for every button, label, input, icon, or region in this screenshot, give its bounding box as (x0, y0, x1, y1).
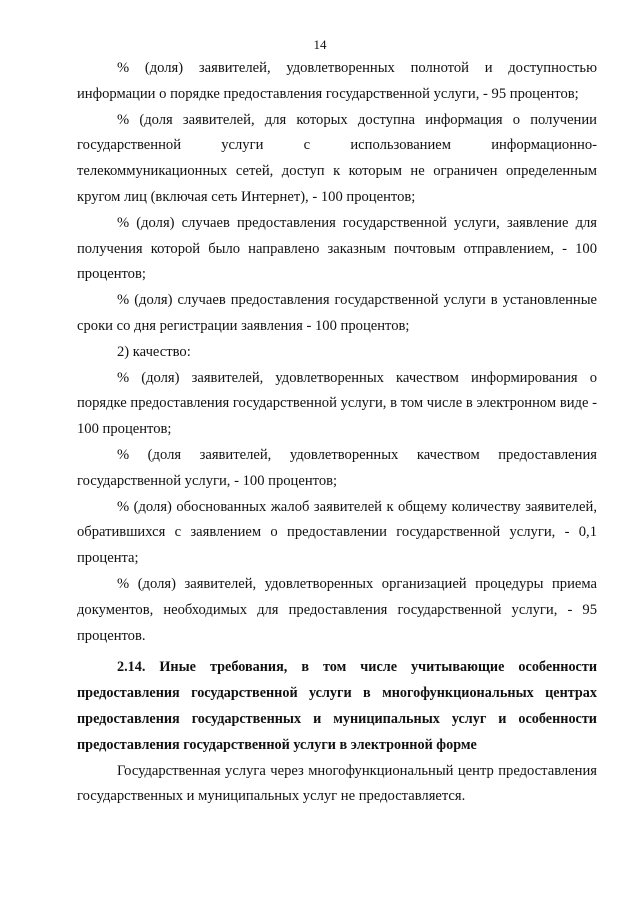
paragraph-info-completeness: % (доля) заявителей, удовлетворенных полнотой и доступностью информации о порядке предоставления государственной услуги, - 95 процентов; (77, 60, 597, 102)
paragraph-registered-mail: % (доля) случаев предоставления государственной услуги, заявление для получения которой было направлено заказным почтовым отправлением, - 100 процентов; (77, 214, 597, 283)
paragraph-deadlines: % (доля) случаев предоставления государственной услуги в установленные сроки со дня регистрации заявления - 100 процентов; (77, 292, 597, 334)
paragraph-document-intake: % (доля) заявителей, удовлетворенных организацией процедуры приема документов, необходимых для предоставления государственной услуги, - 95 процентов. (77, 575, 597, 644)
paragraph-internet-access: % (доля заявителей, для которых доступна информация о получении государственной услуги с использованием информационно-телекоммуникационных сетей, доступ к которым не ограничен определенным кругом лиц (включая сеть Интернет), - 100 процентов; (77, 111, 597, 205)
document-body (77, 56, 597, 810)
page-number: 14 (313, 37, 327, 52)
paragraph-mfc-note: Государственная услуга через многофункциональный центр предоставления государственных и муниципальных услуг не предоставляется. (77, 762, 597, 805)
section-heading: 2.14. Иные требования, в том числе учитывающие особенности предоставления государственной услуги в многофункциональных центрах предоставления государственных и муниципальных услуг и особенности предоставления государственной услуги в электронной форме (77, 659, 597, 753)
paragraph-info-quality: % (доля) заявителей, удовлетворенных качеством информирования о порядке предоставления государственной услуги, в том числе в электронном виде - 100 процентов; (77, 369, 597, 438)
paragraph-service-quality: % (доля заявителей, удовлетворенных качеством предоставления государственной услуги, - 100 процентов; (77, 446, 597, 489)
paragraph-quality-label: 2) качество: (117, 343, 191, 360)
paragraph-complaints: % (доля) обоснованных жалоб заявителей к общему количеству заявителей, обратившихся с заявлением о предоставлении государственной услуги, - 0,1 процента; (77, 498, 597, 567)
